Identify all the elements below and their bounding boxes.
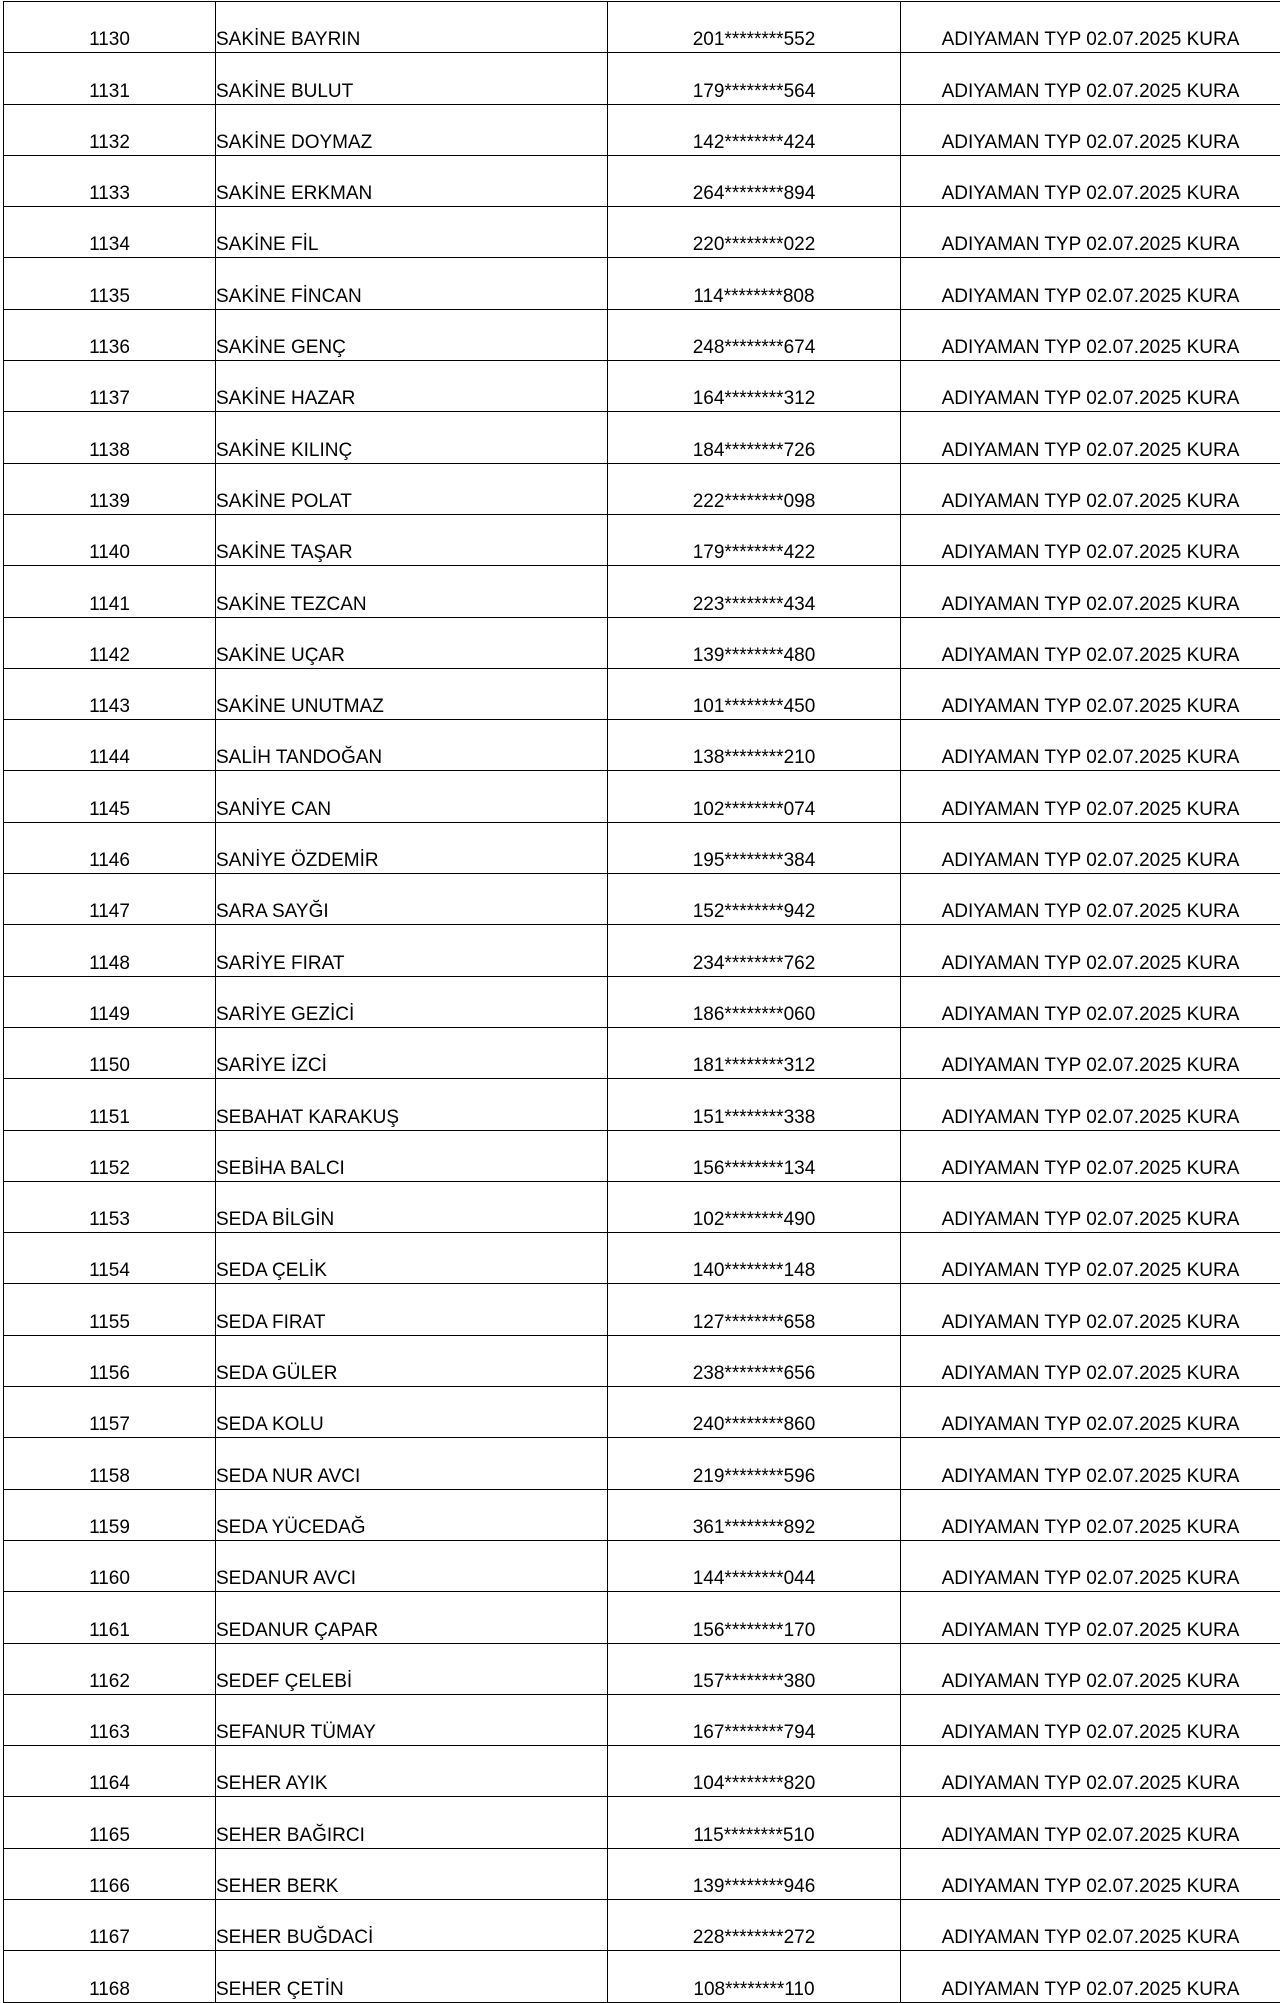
full-name-cell: SEDA FIRAT [216, 1284, 608, 1335]
table-row [4, 1797, 1280, 1848]
masked-id-cell: 101********450 [608, 668, 901, 719]
masked-id-cell: 142********424 [608, 104, 901, 155]
lottery-info-cell: ADIYAMAN TYP 02.07.2025 KURA [901, 1694, 1280, 1745]
masked-id-cell: 114********808 [608, 258, 901, 309]
lottery-info-cell: ADIYAMAN TYP 02.07.2025 KURA [901, 1489, 1280, 1540]
lottery-info-cell: ADIYAMAN TYP 02.07.2025 KURA [901, 207, 1280, 258]
full-name-cell: SAKİNE TEZCAN [216, 566, 608, 617]
full-name-cell: SEDA KOLU [216, 1387, 608, 1438]
table-row [4, 1540, 1280, 1591]
full-name-cell: SAKİNE DOYMAZ [216, 104, 608, 155]
full-name-cell: SAKİNE FİL [216, 207, 608, 258]
masked-id-cell: 186********060 [608, 976, 901, 1027]
table-row [4, 104, 1280, 155]
lottery-info-cell: ADIYAMAN TYP 02.07.2025 KURA [901, 1438, 1280, 1489]
row-number-cell: 1140 [4, 514, 216, 565]
row-number-cell: 1138 [4, 412, 216, 463]
row-number-cell: 1141 [4, 566, 216, 617]
row-number-cell: 1165 [4, 1797, 216, 1848]
table-row [4, 53, 1280, 104]
lottery-info-cell: ADIYAMAN TYP 02.07.2025 KURA [901, 925, 1280, 976]
full-name-cell: SAKİNE FİNCAN [216, 258, 608, 309]
table-row [4, 822, 1280, 873]
masked-id-cell: 102********074 [608, 771, 901, 822]
full-name-cell: SAKİNE KILINÇ [216, 412, 608, 463]
full-name-cell: SEDEF ÇELEBİ [216, 1643, 608, 1694]
lottery-info-cell: ADIYAMAN TYP 02.07.2025 KURA [901, 771, 1280, 822]
masked-id-cell: 179********422 [608, 514, 901, 565]
row-number-cell: 1150 [4, 1027, 216, 1078]
masked-id-cell: 184********726 [608, 412, 901, 463]
table-row [4, 2, 1280, 53]
results-table [3, 1, 1280, 2003]
masked-id-cell: 139********946 [608, 1848, 901, 1899]
row-number-cell: 1151 [4, 1079, 216, 1130]
lottery-info-cell: ADIYAMAN TYP 02.07.2025 KURA [901, 1130, 1280, 1181]
masked-id-cell: 144********044 [608, 1540, 901, 1591]
results-table-body [4, 2, 1280, 2003]
table-row [4, 668, 1280, 719]
full-name-cell: SARİYE GEZİCİ [216, 976, 608, 1027]
table-row [4, 463, 1280, 514]
row-number-cell: 1135 [4, 258, 216, 309]
lottery-info-cell: ADIYAMAN TYP 02.07.2025 KURA [901, 1643, 1280, 1694]
row-number-cell: 1152 [4, 1130, 216, 1181]
table-row [4, 1694, 1280, 1745]
full-name-cell: SEBAHAT KARAKUŞ [216, 1079, 608, 1130]
full-name-cell: SANİYE CAN [216, 771, 608, 822]
lottery-info-cell: ADIYAMAN TYP 02.07.2025 KURA [901, 1899, 1280, 1950]
row-number-cell: 1164 [4, 1746, 216, 1797]
masked-id-cell: 264********894 [608, 155, 901, 206]
lottery-info-cell: ADIYAMAN TYP 02.07.2025 KURA [901, 53, 1280, 104]
masked-id-cell: 238********656 [608, 1335, 901, 1386]
table-row [4, 1130, 1280, 1181]
table-row [4, 1181, 1280, 1232]
masked-id-cell: 152********942 [608, 874, 901, 925]
full-name-cell: SEFANUR TÜMAY [216, 1694, 608, 1745]
masked-id-cell: 164********312 [608, 361, 901, 412]
table-row [4, 361, 1280, 412]
row-number-cell: 1144 [4, 720, 216, 771]
table-row [4, 1284, 1280, 1335]
row-number-cell: 1161 [4, 1592, 216, 1643]
table-row [4, 1079, 1280, 1130]
row-number-cell: 1132 [4, 104, 216, 155]
full-name-cell: SAKİNE HAZAR [216, 361, 608, 412]
masked-id-cell: 156********170 [608, 1592, 901, 1643]
lottery-info-cell: ADIYAMAN TYP 02.07.2025 KURA [901, 1284, 1280, 1335]
masked-id-cell: 201********552 [608, 2, 901, 53]
row-number-cell: 1159 [4, 1489, 216, 1540]
table-row [4, 155, 1280, 206]
row-number-cell: 1133 [4, 155, 216, 206]
full-name-cell: SAKİNE UÇAR [216, 617, 608, 668]
full-name-cell: SEHER AYIK [216, 1746, 608, 1797]
masked-id-cell: 115********510 [608, 1797, 901, 1848]
full-name-cell: SEDA NUR AVCI [216, 1438, 608, 1489]
full-name-cell: SAKİNE ERKMAN [216, 155, 608, 206]
table-row [4, 771, 1280, 822]
table-row [4, 1592, 1280, 1643]
full-name-cell: SARİYE İZCİ [216, 1027, 608, 1078]
row-number-cell: 1158 [4, 1438, 216, 1489]
table-row [4, 309, 1280, 360]
table-row [4, 1489, 1280, 1540]
full-name-cell: SEDA GÜLER [216, 1335, 608, 1386]
full-name-cell: SARİYE FIRAT [216, 925, 608, 976]
row-number-cell: 1134 [4, 207, 216, 258]
lottery-info-cell: ADIYAMAN TYP 02.07.2025 KURA [901, 874, 1280, 925]
full-name-cell: SEDA YÜCEDAĞ [216, 1489, 608, 1540]
masked-id-cell: 127********658 [608, 1284, 901, 1335]
lottery-info-cell: ADIYAMAN TYP 02.07.2025 KURA [901, 361, 1280, 412]
row-number-cell: 1160 [4, 1540, 216, 1591]
lottery-info-cell: ADIYAMAN TYP 02.07.2025 KURA [901, 412, 1280, 463]
table-row [4, 720, 1280, 771]
lottery-info-cell: ADIYAMAN TYP 02.07.2025 KURA [901, 1797, 1280, 1848]
masked-id-cell: 195********384 [608, 822, 901, 873]
full-name-cell: SEHER BERK [216, 1848, 608, 1899]
row-number-cell: 1137 [4, 361, 216, 412]
lottery-info-cell: ADIYAMAN TYP 02.07.2025 KURA [901, 1233, 1280, 1284]
full-name-cell: SEDANUR AVCI [216, 1540, 608, 1591]
table-row [4, 1335, 1280, 1386]
row-number-cell: 1130 [4, 2, 216, 53]
full-name-cell: SAKİNE POLAT [216, 463, 608, 514]
full-name-cell: SAKİNE BULUT [216, 53, 608, 104]
masked-id-cell: 138********210 [608, 720, 901, 771]
table-row [4, 1848, 1280, 1899]
row-number-cell: 1148 [4, 925, 216, 976]
full-name-cell: SAKİNE BAYRIN [216, 2, 608, 53]
table-row [4, 1027, 1280, 1078]
masked-id-cell: 223********434 [608, 566, 901, 617]
lottery-info-cell: ADIYAMAN TYP 02.07.2025 KURA [901, 1592, 1280, 1643]
masked-id-cell: 222********098 [608, 463, 901, 514]
masked-id-cell: 240********860 [608, 1387, 901, 1438]
row-number-cell: 1168 [4, 1951, 216, 2002]
table-row [4, 1746, 1280, 1797]
table-row [4, 1387, 1280, 1438]
table-row [4, 1899, 1280, 1950]
row-number-cell: 1156 [4, 1335, 216, 1386]
lottery-info-cell: ADIYAMAN TYP 02.07.2025 KURA [901, 1746, 1280, 1797]
lottery-info-cell: ADIYAMAN TYP 02.07.2025 KURA [901, 1335, 1280, 1386]
lottery-info-cell: ADIYAMAN TYP 02.07.2025 KURA [901, 720, 1280, 771]
table-row [4, 976, 1280, 1027]
lottery-info-cell: ADIYAMAN TYP 02.07.2025 KURA [901, 258, 1280, 309]
lottery-info-cell: ADIYAMAN TYP 02.07.2025 KURA [901, 1079, 1280, 1130]
lottery-info-cell: ADIYAMAN TYP 02.07.2025 KURA [901, 1181, 1280, 1232]
masked-id-cell: 228********272 [608, 1899, 901, 1950]
masked-id-cell: 234********762 [608, 925, 901, 976]
row-number-cell: 1154 [4, 1233, 216, 1284]
row-number-cell: 1147 [4, 874, 216, 925]
table-row [4, 258, 1280, 309]
masked-id-cell: 248********674 [608, 309, 901, 360]
lottery-info-cell: ADIYAMAN TYP 02.07.2025 KURA [901, 1027, 1280, 1078]
lottery-info-cell: ADIYAMAN TYP 02.07.2025 KURA [901, 1540, 1280, 1591]
masked-id-cell: 219********596 [608, 1438, 901, 1489]
full-name-cell: SEHER BAĞIRCI [216, 1797, 608, 1848]
row-number-cell: 1139 [4, 463, 216, 514]
lottery-info-cell: ADIYAMAN TYP 02.07.2025 KURA [901, 617, 1280, 668]
row-number-cell: 1149 [4, 976, 216, 1027]
masked-id-cell: 139********480 [608, 617, 901, 668]
table-row [4, 1951, 1280, 2002]
full-name-cell: SAKİNE UNUTMAZ [216, 668, 608, 719]
full-name-cell: SAKİNE GENÇ [216, 309, 608, 360]
row-number-cell: 1153 [4, 1181, 216, 1232]
full-name-cell: SEHER BUĞDACİ [216, 1899, 608, 1950]
masked-id-cell: 151********338 [608, 1079, 901, 1130]
lottery-info-cell: ADIYAMAN TYP 02.07.2025 KURA [901, 822, 1280, 873]
masked-id-cell: 104********820 [608, 1746, 901, 1797]
table-row [4, 617, 1280, 668]
masked-id-cell: 157********380 [608, 1643, 901, 1694]
lottery-info-cell: ADIYAMAN TYP 02.07.2025 KURA [901, 2, 1280, 53]
masked-id-cell: 220********022 [608, 207, 901, 258]
results-sheet [3, 1, 1276, 2003]
row-number-cell: 1131 [4, 53, 216, 104]
lottery-info-cell: ADIYAMAN TYP 02.07.2025 KURA [901, 1387, 1280, 1438]
masked-id-cell: 179********564 [608, 53, 901, 104]
lottery-info-cell: ADIYAMAN TYP 02.07.2025 KURA [901, 155, 1280, 206]
full-name-cell: SEBİHA BALCI [216, 1130, 608, 1181]
lottery-info-cell: ADIYAMAN TYP 02.07.2025 KURA [901, 1951, 1280, 2002]
table-row [4, 1233, 1280, 1284]
table-row [4, 1438, 1280, 1489]
row-number-cell: 1166 [4, 1848, 216, 1899]
full-name-cell: SEHER ÇETİN [216, 1951, 608, 2002]
row-number-cell: 1145 [4, 771, 216, 822]
row-number-cell: 1162 [4, 1643, 216, 1694]
row-number-cell: 1157 [4, 1387, 216, 1438]
table-row [4, 412, 1280, 463]
full-name-cell: SAKİNE TAŞAR [216, 514, 608, 565]
masked-id-cell: 181********312 [608, 1027, 901, 1078]
lottery-info-cell: ADIYAMAN TYP 02.07.2025 KURA [901, 104, 1280, 155]
masked-id-cell: 156********134 [608, 1130, 901, 1181]
table-row [4, 207, 1280, 258]
row-number-cell: 1163 [4, 1694, 216, 1745]
row-number-cell: 1167 [4, 1899, 216, 1950]
full-name-cell: SARA SAYĞI [216, 874, 608, 925]
full-name-cell: SEDA BİLGİN [216, 1181, 608, 1232]
full-name-cell: SALİH TANDOĞAN [216, 720, 608, 771]
table-row [4, 925, 1280, 976]
lottery-info-cell: ADIYAMAN TYP 02.07.2025 KURA [901, 668, 1280, 719]
table-row [4, 874, 1280, 925]
row-number-cell: 1142 [4, 617, 216, 668]
row-number-cell: 1143 [4, 668, 216, 719]
lottery-info-cell: ADIYAMAN TYP 02.07.2025 KURA [901, 514, 1280, 565]
row-number-cell: 1136 [4, 309, 216, 360]
lottery-info-cell: ADIYAMAN TYP 02.07.2025 KURA [901, 309, 1280, 360]
table-row [4, 1643, 1280, 1694]
full-name-cell: SANİYE ÖZDEMİR [216, 822, 608, 873]
row-number-cell: 1155 [4, 1284, 216, 1335]
full-name-cell: SEDA ÇELİK [216, 1233, 608, 1284]
masked-id-cell: 167********794 [608, 1694, 901, 1745]
lottery-info-cell: ADIYAMAN TYP 02.07.2025 KURA [901, 1848, 1280, 1899]
row-number-cell: 1146 [4, 822, 216, 873]
table-row [4, 514, 1280, 565]
table-row [4, 566, 1280, 617]
masked-id-cell: 140********148 [608, 1233, 901, 1284]
masked-id-cell: 102********490 [608, 1181, 901, 1232]
full-name-cell: SEDANUR ÇAPAR [216, 1592, 608, 1643]
masked-id-cell: 361********892 [608, 1489, 901, 1540]
masked-id-cell: 108********110 [608, 1951, 901, 2002]
lottery-info-cell: ADIYAMAN TYP 02.07.2025 KURA [901, 566, 1280, 617]
lottery-info-cell: ADIYAMAN TYP 02.07.2025 KURA [901, 976, 1280, 1027]
lottery-info-cell: ADIYAMAN TYP 02.07.2025 KURA [901, 463, 1280, 514]
